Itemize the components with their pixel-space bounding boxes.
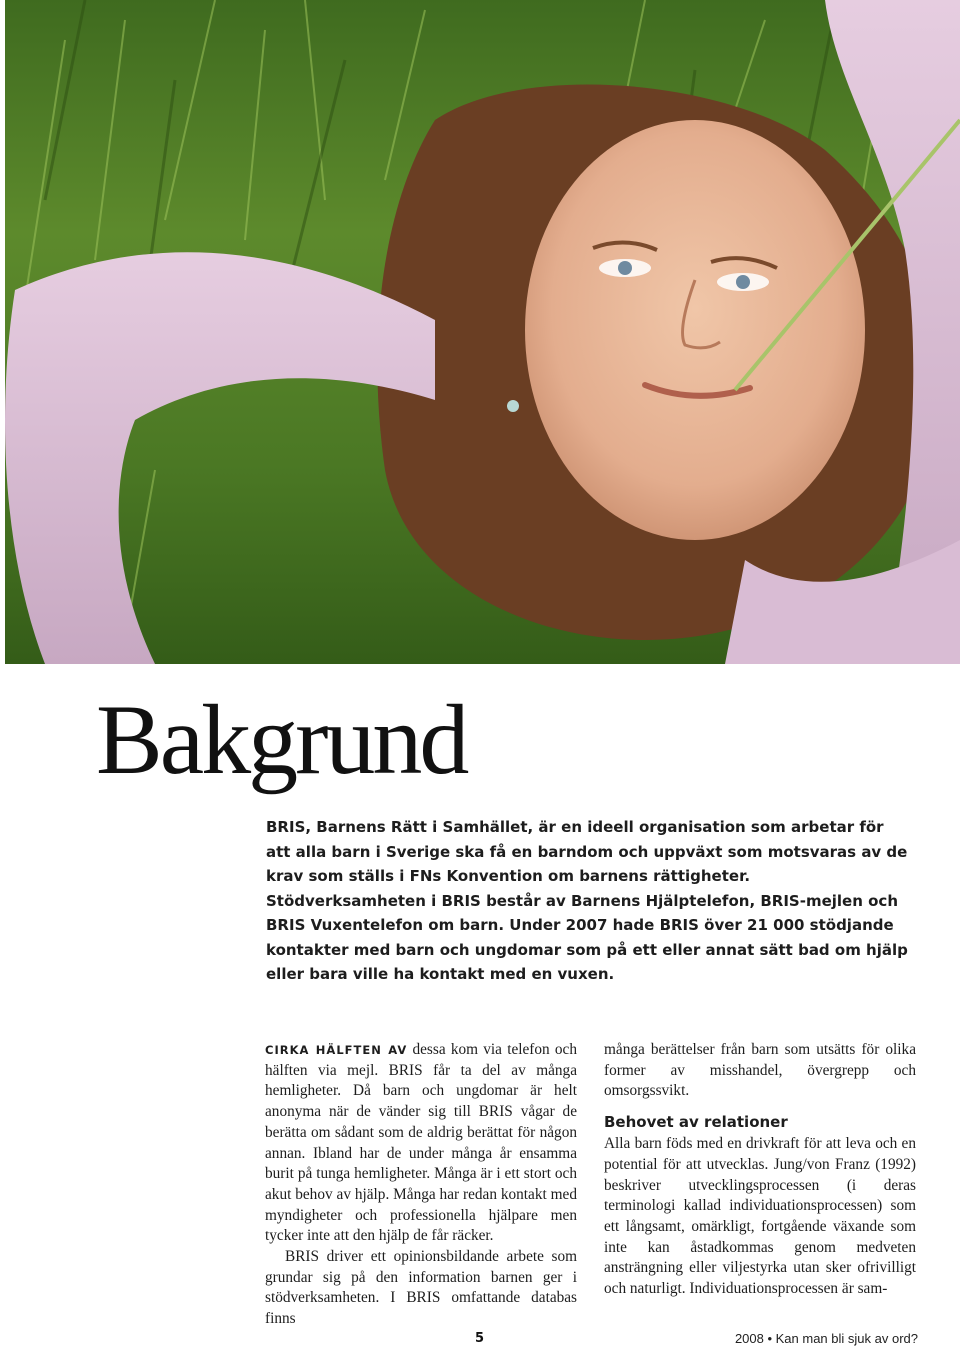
left-column-text-1: dessa kom via telefon och hälften via mejl. BRIS får ta del av många hemligheter. Då barn och ungdomar är helt anonyma när de vänder sig till BRIS vågar de berätta om sådant som de aldrig berättat för någon annan. Ibland har de under många år ensamma burit på tunga hemligheter. Många är i ett stort och akut behov av hjälp. Många har redan kontakt med myndigheter och professionella hjälpare men tycker inte att den hjälp de får räcker. [265,1041,577,1245]
left-column-paragraph-2: BRIS driver ett opinionsbildande arbete som grundar sig på den information barnen ger i stödverksamheten. I BRIS omfattande databas finns [265,1248,577,1328]
section-heading: Behovet av relationer [604,1113,788,1132]
left-column [265,1040,577,1330]
right-column-paragraph-1: många berättelser från barn som utsätts för olika former av misshandel, övergrepp och omsorgssvikt. [604,1041,916,1100]
right-column [604,1040,916,1300]
publication-footer: 2008 • Kan man bli sjuk av ord? [734,1331,918,1346]
page-title: Bakgrund [96,684,467,795]
lead-paragraph: BRIS, Barnens Rätt i Samhället, är en ideell organisation som arbetar för att alla barn i Sverige ska få en barndom och uppväxt som motsvaras av de krav som ställs i FNs Konvention om barnens rättigheter. Stödverksamheten i BRIS består av Barnens Hjälptelefon, BRIS-mejlen och BRIS Vuxentelefon om barn. Under 2007 hade BRIS över 21 000 stödjande kontakter med barn och ungdomar som på ett eller annat sätt bad om hjälp eller bara ville ha kontakt med en vuxen. [266,818,908,983]
photo-girl-lying-in-grass-icon [5,0,960,664]
right-column-paragraph-2: Alla barn föds med en drivkraft för att leva och en potential för att utvecklas. Jung/von Franz (1992) beskriver utvecklingsprocessen (i deras terminologi kallad individuationsprocessen) som ett långsamt, omärkligt, fortgående växande som inte kan åstadkommas genom medveten ansträngning eller viljestyrka utan sker ofrivilligt och naturligt. Individuationsprocessen är sam- [604,1135,916,1298]
lead-in: CIRKA HÄLFTEN AV [265,1043,408,1057]
page-number: 5 [475,1331,485,1346]
left-column-paragraph-1 [265,1040,577,1247]
cover-photo [5,0,960,664]
